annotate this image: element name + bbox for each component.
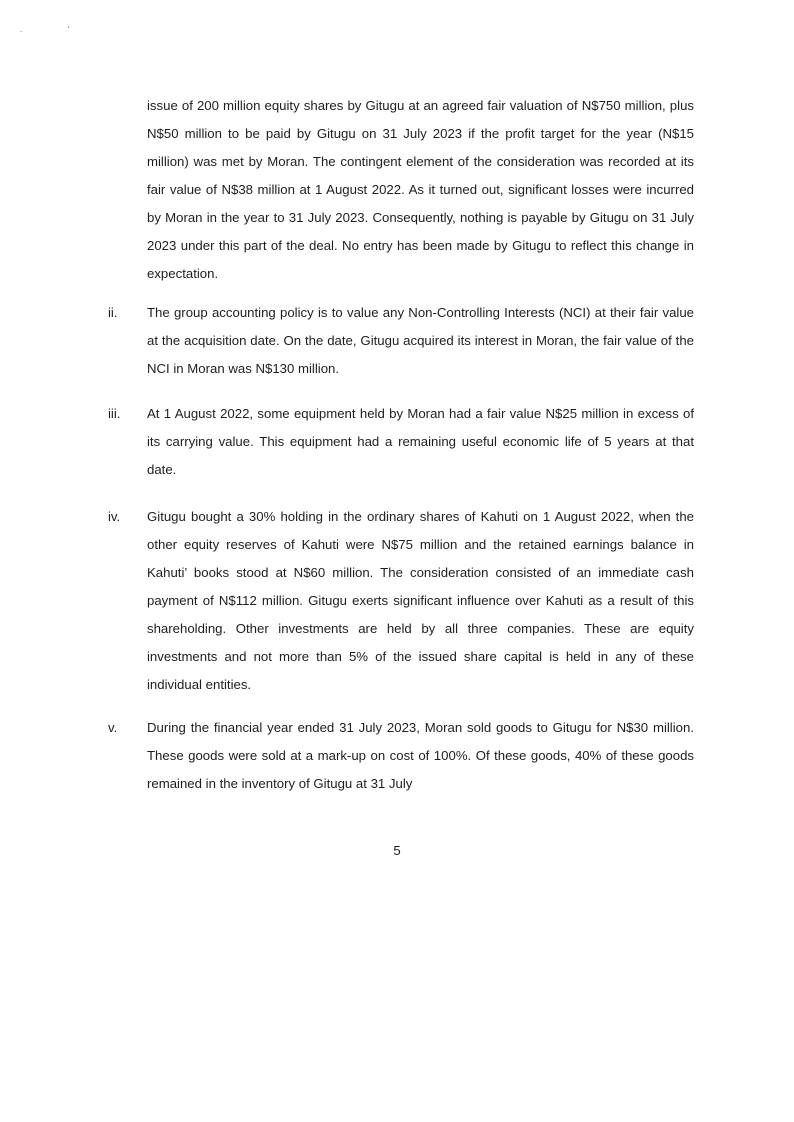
paragraph-text: Gitugu bought a 30% holding in the ordinary shares of Kahuti on 1 August 2022, when the other equity reserves of Kahuti were N$75 million and the retained earnings balance in Kahuti’ books stood at N$60 million. The consideration consisted of an immediate cash payment of N$112 million. Gitugu exerts significant influence over Kahuti as a result of this shareholding. Other investments are held by all three companies. These are equity investments and not more than 5% of the issued share capital is held in any of these individual entities. xyxy=(147,509,694,692)
list-numeral: iv. xyxy=(108,509,121,524)
scan-artifact: . xyxy=(20,25,23,34)
list-item-iv xyxy=(147,503,694,699)
list-item-iii xyxy=(147,400,694,484)
list-numeral: ii. xyxy=(108,305,118,320)
scan-artifact: ' xyxy=(68,25,70,34)
paragraph-text: At 1 August 2022, some equipment held by Moran had a fair value N$25 million in excess of its carrying value. This equipment had a remaining useful economic life of 5 years at that date. xyxy=(147,406,694,477)
paragraph-text: During the financial year ended 31 July 2023, Moran sold goods to Gitugu for N$30 million. These goods were sold at a mark-up on cost of 100%. Of these goods, 40% of these goods remained in the inventory of Gitugu at 31 July xyxy=(147,720,694,791)
list-numeral: iii. xyxy=(108,406,121,421)
paragraph-continuation xyxy=(147,92,694,288)
page-number: 5 xyxy=(393,843,401,858)
list-item-ii xyxy=(147,299,694,383)
list-item-v xyxy=(147,714,694,798)
paragraph-text: issue of 200 million equity shares by Gitugu at an agreed fair valuation of N$750 million, plus N$50 million to be paid by Gitugu on 31 July 2023 if the profit target for the year (N$15 million) was met by Moran. The contingent element of the consideration was recorded at its fair value of N$38 million at 1 August 2022. As it turned out, significant losses were incurred by Moran in the year to 31 July 2023. Consequently, nothing is payable by Gitugu on 31 July 2023 under this part of the deal. No entry has been made by Gitugu to reflect this change in expectation. xyxy=(147,98,694,281)
paragraph-text: The group accounting policy is to value any Non-Controlling Interests (NCI) at their fair value at the acquisition date. On the date, Gitugu acquired its interest in Moran, the fair value of the NCI in Moran was N$130 million. xyxy=(147,305,694,376)
list-numeral: v. xyxy=(108,720,118,735)
